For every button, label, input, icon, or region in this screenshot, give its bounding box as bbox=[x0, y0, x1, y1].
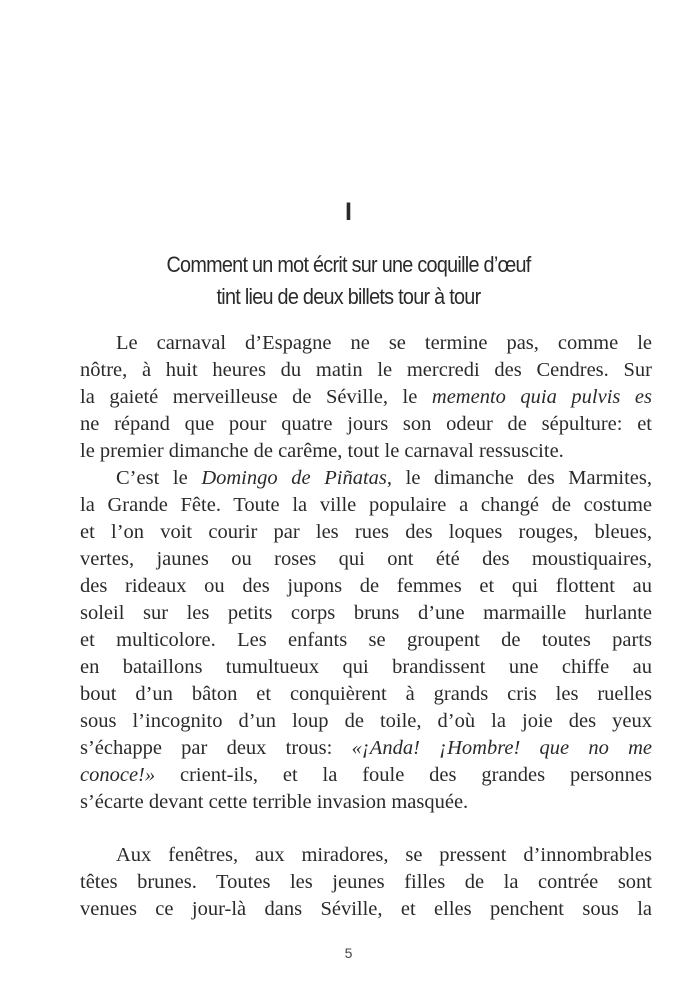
paragraph bbox=[80, 842, 652, 923]
text-line bbox=[80, 789, 652, 816]
text-run: en bataillons tumultueux qui brandissent une chiffe au bbox=[80, 656, 652, 678]
body-text bbox=[80, 330, 652, 923]
italic-text: conoce!» bbox=[80, 764, 156, 786]
chapter-title-line-1: Comment un mot écrit sur une coquille d’œuf bbox=[166, 252, 531, 277]
text-run: C’est le bbox=[116, 467, 202, 489]
text-run: bout d’un bâton et conquièrent à grands cris les ruelles bbox=[80, 683, 652, 705]
text-run: la gaieté merveilleuse de Séville, le bbox=[80, 386, 432, 408]
italic-text: «¡Anda! ¡Hombre! que no me bbox=[351, 737, 653, 759]
text-line bbox=[80, 492, 652, 519]
text-run: et multicolore. Les enfants se groupent de toutes parts bbox=[80, 629, 652, 651]
text-line bbox=[80, 869, 652, 896]
text-run: venues ce jour-là dans Séville, et elles penchent sous la bbox=[80, 898, 652, 920]
text-run: Aux fenêtres, aux miradores, se pressent d’innombrables bbox=[116, 844, 652, 866]
text-run: s’échappe par deux trous: bbox=[80, 737, 352, 759]
paragraph-gap bbox=[80, 816, 652, 842]
text-line bbox=[80, 330, 652, 357]
text-line bbox=[80, 896, 652, 923]
text-line bbox=[80, 519, 652, 546]
text-run: crient-ils, et la foule des grandes personnes bbox=[155, 764, 652, 786]
paragraph bbox=[80, 465, 652, 816]
text-line bbox=[80, 411, 652, 438]
text-line bbox=[80, 438, 652, 465]
text-run: soleil sur les petits corps bruns d’une marmaille hurlante bbox=[80, 602, 652, 624]
text-line bbox=[80, 546, 652, 573]
text-line bbox=[80, 708, 652, 735]
text-run: le premier dimanche de carême, tout le carnaval ressuscite. bbox=[80, 440, 564, 462]
italic-text: memento quia pulvis es bbox=[431, 386, 652, 408]
text-run: sous l’incognito d’un loup de toile, d’où la joie des yeux bbox=[80, 710, 652, 732]
text-run: vertes, jaunes ou roses qui ont été des moustiquaires, bbox=[80, 548, 652, 570]
text-run: et l’on voit courir par les rues des loques rouges, bleues, bbox=[80, 521, 652, 543]
text-line bbox=[80, 842, 652, 869]
text-run: ne répand que pour quatre jours son odeur de sépulture: et bbox=[80, 413, 652, 435]
text-line bbox=[80, 600, 652, 627]
text-run: têtes brunes. Toutes les jeunes filles de la contrée sont bbox=[80, 871, 652, 893]
text-line bbox=[80, 384, 652, 411]
text-run: nôtre, à huit heures du matin le mercredi des Cendres. Sur bbox=[80, 359, 652, 381]
text-run: s’écarte devant cette terrible invasion masquée. bbox=[80, 791, 469, 813]
text-run: la Grande Fête. Toute la ville populaire a changé de costume bbox=[80, 494, 652, 516]
page-number: 5 bbox=[344, 945, 353, 961]
paragraph bbox=[80, 330, 652, 465]
chapter-number: I bbox=[345, 198, 352, 226]
italic-text: Domingo de Piñatas bbox=[201, 467, 387, 489]
text-line bbox=[80, 357, 652, 384]
text-line bbox=[80, 627, 652, 654]
text-run: , le dimanche des Marmites, bbox=[386, 467, 652, 489]
text-run: Le carnaval d’Espagne ne se termine pas, comme le bbox=[116, 332, 652, 354]
text-line bbox=[80, 762, 652, 789]
chapter-title-line-2: tint lieu de deux billets tour à tour bbox=[216, 284, 481, 309]
text-run: des rideaux ou des jupons de femmes et qui flottent au bbox=[80, 575, 652, 597]
text-line bbox=[80, 735, 652, 762]
text-line bbox=[80, 573, 652, 600]
text-line bbox=[80, 681, 652, 708]
text-line bbox=[80, 654, 652, 681]
text-line bbox=[80, 465, 652, 492]
